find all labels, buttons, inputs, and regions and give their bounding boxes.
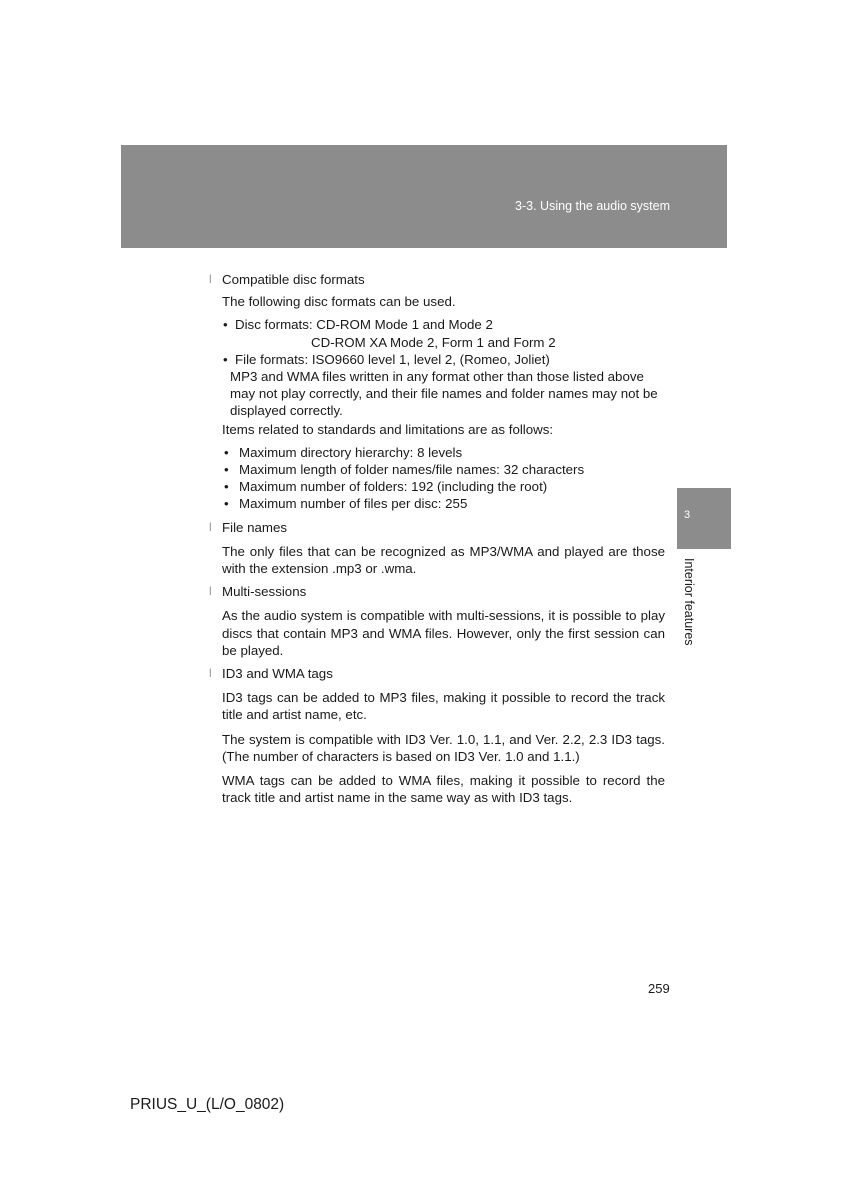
section-marker: l (209, 519, 212, 534)
list-item: • Maximum number of folders: 192 (including the root) (222, 478, 665, 495)
paragraph-file-names: The only files that can be recognized as MP3/WMA and played are those with the extension .mp3 or .wma. (222, 543, 665, 577)
list-item: • Maximum directory hierarchy: 8 levels (222, 444, 665, 461)
page-content (207, 271, 665, 806)
paragraph-id3-tags: ID3 tags can be added to MP3 files, making it possible to record the track title and artist name, etc. (222, 690, 665, 723)
format-list (222, 316, 665, 368)
disc-formats-line1: Disc formats: CD-ROM Mode 1 and Mode 2 (235, 317, 493, 333)
note-line: may not play correctly, and their file names and folder names may not be (230, 386, 658, 402)
chapter-label: Interior features (682, 558, 696, 646)
page-number: 259 (648, 981, 670, 996)
section-heading-text: ID3 and WMA tags (222, 666, 333, 682)
paragraph-wma-tags: WMA tags can be added to WMA files, making it possible to record the track title and artist name in the same way as with ID3 tags. (222, 773, 665, 806)
list-item: • Maximum length of folder names/file names: 32 characters (222, 461, 665, 478)
section-heading-text: Compatible disc formats (222, 272, 365, 287)
note-line: MP3 and WMA files written in any format other than those listed above (230, 369, 644, 385)
formats-note (230, 368, 665, 420)
list-item-disc-formats (222, 316, 665, 350)
section-heading-compatible-disc-formats (207, 271, 665, 288)
chapter-tab (677, 488, 731, 549)
limits-list (222, 444, 665, 513)
note-line: displayed correctly. (230, 403, 343, 419)
file-formats-line: File formats: ISO9660 level 1, level 2, (Romeo, Joliet) (235, 351, 550, 367)
section-title: 3-3. Using the audio system (515, 199, 670, 213)
chapter-header-band (121, 145, 727, 248)
section-heading-multi-sessions (207, 583, 665, 600)
chapter-number: 3 (684, 509, 691, 521)
paragraph-multi-sessions: As the audio system is compatible with multi-sessions, it is possible to play discs that contain MP3 and WMA files. However, only the first session can be played. (222, 608, 665, 658)
section-heading-file-names (207, 519, 665, 536)
list-item: • Maximum number of files per disc: 255 (222, 495, 665, 512)
section-marker: l (209, 272, 212, 286)
disc-formats-line2: CD-ROM XA Mode 2, Form 1 and Form 2 (311, 334, 556, 350)
section-heading-text: File names (222, 519, 288, 535)
section-heading-text: Multi-sessions (222, 584, 307, 600)
list-item-file-formats (222, 351, 665, 368)
section-marker: l (209, 666, 212, 681)
section-marker: l (209, 584, 212, 599)
paragraph-limits-intro: Items related to standards and limitations are as follows: (222, 421, 554, 437)
document-code: PRIUS_U_(L/O_0802) (130, 1096, 285, 1113)
paragraph-id3-compat: The system is compatible with ID3 Ver. 1.0, 1.1, and Ver. 2.2, 2.3 ID3 tags. (The number of characters is based on ID3 Ver. 1.0 and 1.1.) (222, 731, 665, 764)
section-heading-id3-wma-tags (207, 665, 665, 682)
paragraph-formats-intro: The following disc formats can be used. (222, 294, 456, 310)
